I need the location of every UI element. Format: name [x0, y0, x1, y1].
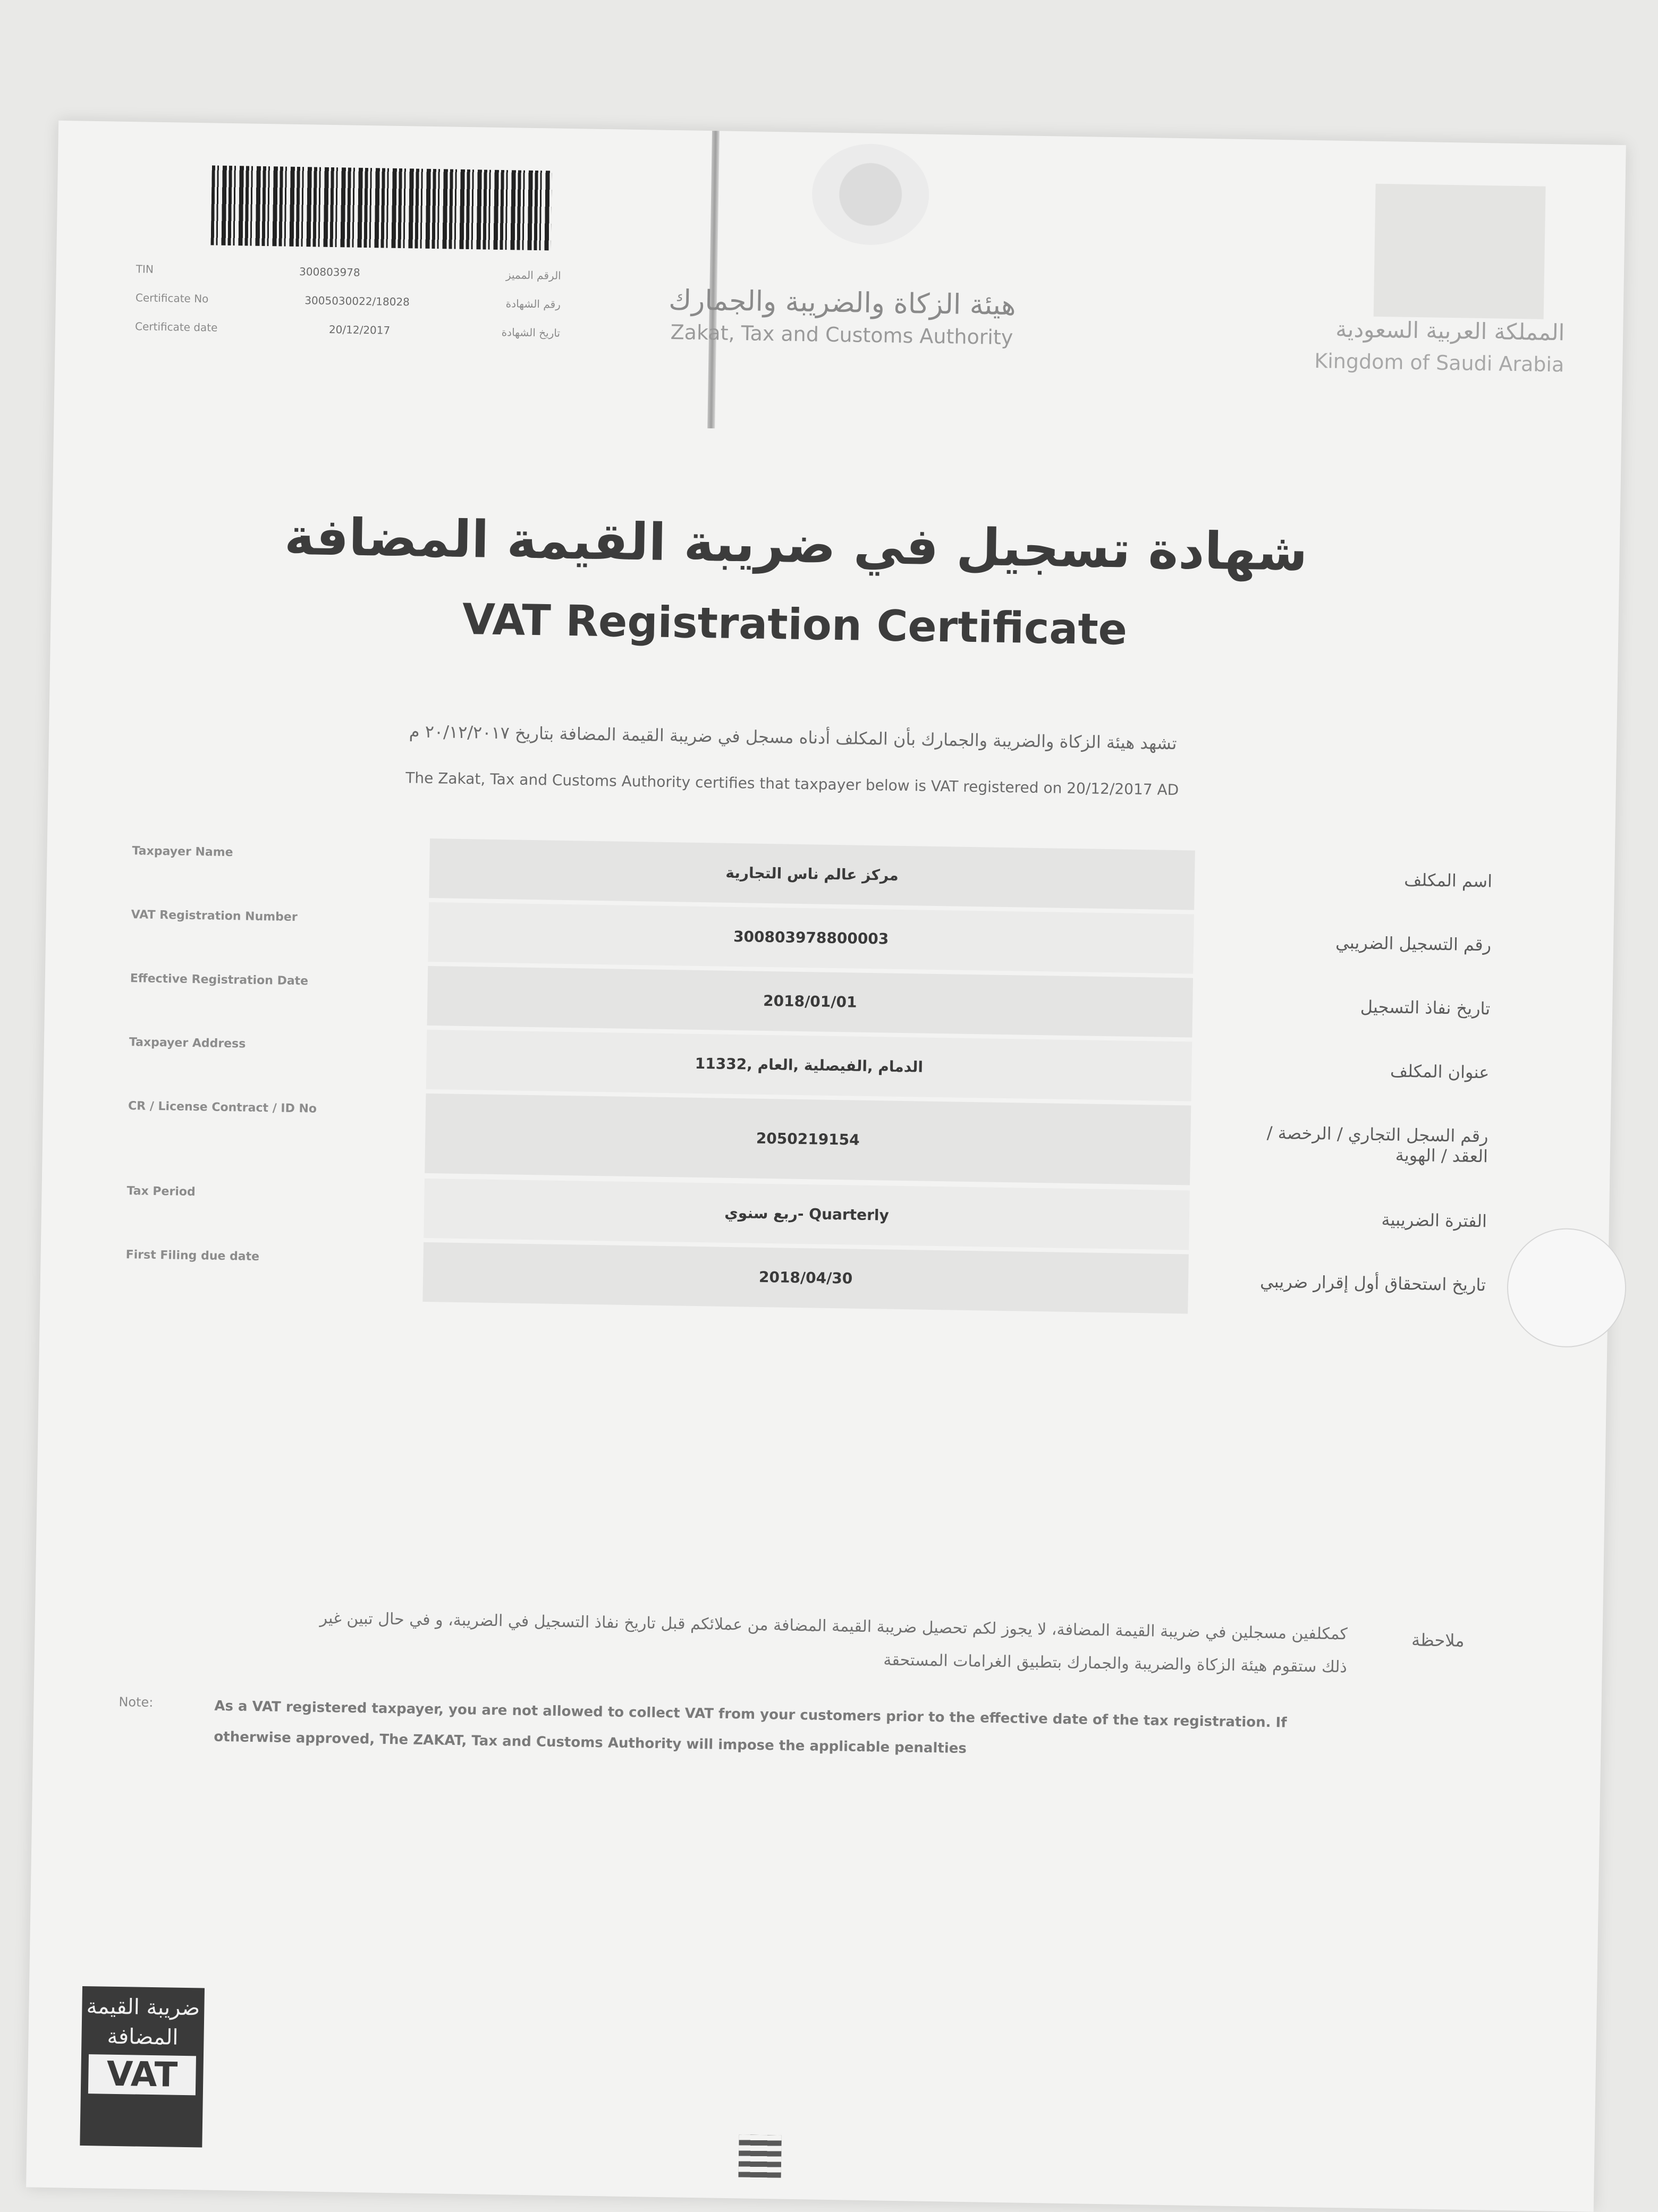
- row-value: مركز عالم ناس التجارية: [429, 838, 1195, 910]
- row-value: 2018/04/30: [422, 1242, 1189, 1314]
- certification-text-en: The Zakat, Tax and Customs Authority certifies that taxpayer below is VAT registered on 20/12/2017 AD: [405, 769, 1179, 799]
- authority-block: [603, 283, 1082, 350]
- row-value: ربع سنوي- Quarterly: [424, 1179, 1190, 1250]
- meta-value: 3005030022/18028: [304, 294, 410, 309]
- vat-logo: [80, 1986, 205, 2148]
- vat-logo-en: VAT: [88, 2054, 196, 2095]
- row-label-en: VAT Registration Number: [131, 908, 298, 925]
- details-table: [125, 834, 1493, 1344]
- authority-logo-icon: [811, 143, 930, 245]
- row-label-en: Tax Period: [126, 1184, 196, 1199]
- title-english: VAT Registration Certificate: [462, 594, 1128, 655]
- meta-label-en: Certificate No: [135, 291, 209, 306]
- row-label-ar: تاريخ استحقاق أول إقرار ضريبي: [1259, 1271, 1486, 1295]
- row-label-en: CR / License Contract / ID No: [128, 1099, 317, 1116]
- title-arabic: شهادة تسجيل في ضريبة القيمة المضافة: [284, 506, 1308, 582]
- row-label-ar: الفترة الضريبية: [1381, 1209, 1487, 1232]
- note-label-ar: ملاحظة: [1411, 1630, 1465, 1651]
- barcode: [211, 165, 552, 250]
- meta-label-en: TIN: [136, 262, 154, 276]
- vat-logo-ar: ضريبة القيمة المضافة: [86, 1994, 200, 2050]
- row-value: الدمام ,الفيصلية ,العام ,11332: [426, 1030, 1192, 1101]
- punch-hole: [1506, 1227, 1627, 1348]
- meta-row: [135, 312, 561, 348]
- row-label-en: First Filing due date: [125, 1248, 260, 1264]
- row-label-ar: تاريخ نفاذ التسجيل: [1360, 996, 1491, 1019]
- certificate-meta: [135, 255, 561, 348]
- meta-label-ar: تاريخ الشهادة: [501, 325, 561, 340]
- row-label-en: Effective Registration Date: [130, 972, 309, 988]
- note-text-ar: كمكلفين مسجلين في ضريبة القيمة المضافة، لا يجوز لكم تحصيل ضريبة القيمة المضافة من عملائكم قبل تاريخ نفاذ التسجيل في الضريبة، و في حال تبين غير ذلك ستقوم هيئة الزكاة والضريبة والجمارك بتطبيق الغرامات المستحقة: [319, 1608, 1348, 1677]
- row-value: 2050219154: [425, 1094, 1191, 1185]
- kingdom-block: [1224, 314, 1565, 376]
- note-text-en: As a VAT registered taxpayer, you are not allowed to collect VAT from your customers prior to the effective date of the tax registration. If otherwise approved, The ZAKAT, Tax and Customs Authority will impose the applicable penalties: [214, 1698, 1287, 1757]
- note-label-en: Note:: [119, 1694, 154, 1710]
- row-label-ar: رقم السجل التجاري / الرخصة / العقد / الهوية: [1266, 1122, 1488, 1167]
- paper-fold: [707, 131, 720, 428]
- certification-text-ar: تشهد هيئة الزكاة والضريبة والجمارك بأن المكلف أدناه مسجل في ضريبة القيمة المضافة بتاريخ ٢٠/١٢/٢٠١٧ م: [409, 721, 1177, 754]
- kingdom-name-ar: المملكة العربية السعودية: [1335, 316, 1565, 346]
- meta-value: 300803978: [299, 265, 360, 279]
- meta-label-en: Certificate date: [134, 320, 218, 334]
- row-value: 2018/01/01: [427, 966, 1194, 1038]
- row-label-ar: رقم التسجيل الضريبي: [1335, 932, 1492, 955]
- meta-label-ar: رقم الشهادة: [505, 297, 561, 311]
- row-value: 300803978800003: [428, 902, 1194, 974]
- meta-value: 20/12/2017: [328, 323, 391, 337]
- row-label-en: Taxpayer Address: [129, 1036, 246, 1051]
- certificate-page: [26, 121, 1626, 2212]
- qr-code-icon: [739, 2134, 782, 2177]
- meta-label-ar: الرقم المميز: [505, 268, 561, 282]
- kingdom-name-en: Kingdom of Saudi Arabia: [1314, 349, 1564, 377]
- row-label-en: Taxpayer Name: [132, 844, 233, 860]
- authority-name-ar: هيئة الزكاة والضريبة والجمارك: [668, 284, 1016, 322]
- emblem-image: [1374, 184, 1546, 319]
- authority-name-en: Zakat, Tax and Customs Authority: [670, 320, 1013, 350]
- row-label-ar: اسم المكلف: [1404, 869, 1493, 892]
- row-label-ar: عنوان المكلف: [1390, 1061, 1490, 1083]
